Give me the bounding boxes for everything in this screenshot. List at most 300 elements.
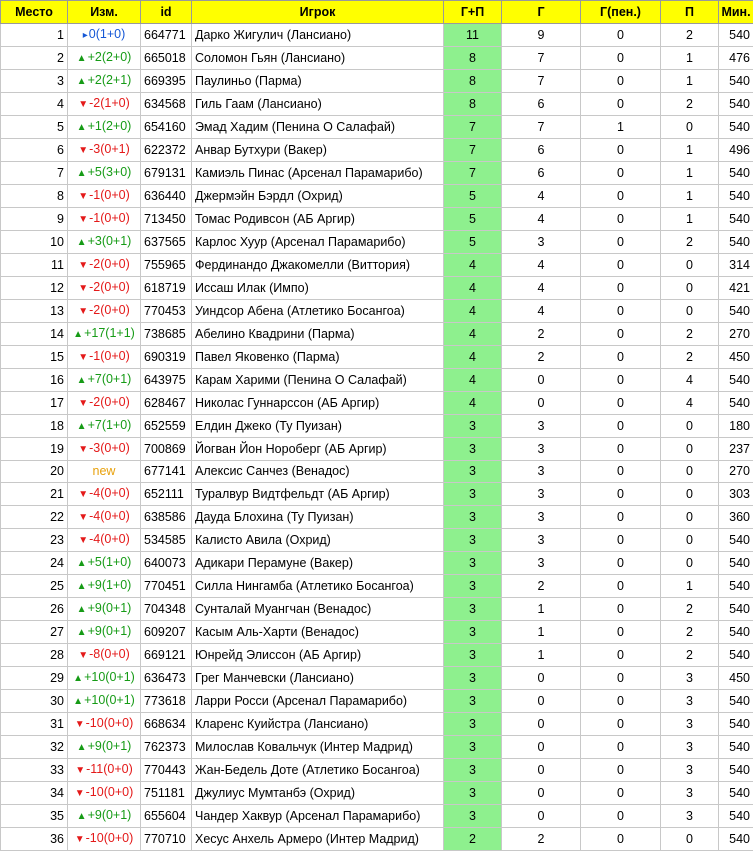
cell-rank[interactable]: 23 xyxy=(1,529,68,552)
cell-goals[interactable]: 4 xyxy=(502,277,581,300)
cell-rank[interactable]: 27 xyxy=(1,621,68,644)
cell-goals[interactable]: 4 xyxy=(502,185,581,208)
cell-player[interactable]: Силла Нингамба (Атлетико Босангоа) xyxy=(192,575,444,598)
cell-goals-assists[interactable]: 4 xyxy=(444,300,502,323)
cell-rank[interactable]: 6 xyxy=(1,139,68,162)
cell-rank[interactable]: 12 xyxy=(1,277,68,300)
cell-id[interactable]: 628467 xyxy=(141,392,192,415)
cell-goals[interactable]: 0 xyxy=(502,805,581,828)
cell-goals[interactable]: 7 xyxy=(502,70,581,93)
cell-goals[interactable]: 0 xyxy=(502,782,581,805)
cell-change[interactable] xyxy=(68,93,141,116)
cell-goals[interactable]: 0 xyxy=(502,690,581,713)
cell-id[interactable]: 704348 xyxy=(141,598,192,621)
cell-goals[interactable]: 9 xyxy=(502,24,581,47)
cell-goals[interactable]: 0 xyxy=(502,736,581,759)
cell-player[interactable]: Юнрейд Элиссон (АБ Аргир) xyxy=(192,644,444,667)
cell-player[interactable]: Карам Харими (Пенина О Салафай) xyxy=(192,369,444,392)
cell-rank[interactable]: 1 xyxy=(1,24,68,47)
cell-change[interactable] xyxy=(68,667,141,690)
cell-goals-assists[interactable]: 2 xyxy=(444,828,502,851)
cell-player[interactable]: Сунталай Муангчан (Венадос) xyxy=(192,598,444,621)
cell-minutes[interactable]: 540 xyxy=(719,185,753,208)
cell-assists[interactable]: 4 xyxy=(661,369,719,392)
cell-assists[interactable]: 3 xyxy=(661,667,719,690)
header-rank[interactable]: Место xyxy=(1,1,68,24)
cell-penalty-goals[interactable]: 0 xyxy=(581,483,661,506)
cell-goals-assists[interactable]: 3 xyxy=(444,506,502,529)
cell-goals[interactable]: 7 xyxy=(502,47,581,70)
cell-goals-assists[interactable]: 8 xyxy=(444,93,502,116)
cell-minutes[interactable]: 540 xyxy=(719,598,753,621)
cell-penalty-goals[interactable]: 0 xyxy=(581,690,661,713)
cell-change[interactable] xyxy=(68,300,141,323)
header-player[interactable]: Игрок xyxy=(192,1,444,24)
cell-player[interactable]: Касым Аль-Харти (Венадос) xyxy=(192,621,444,644)
cell-goals-assists[interactable]: 4 xyxy=(444,254,502,277)
cell-player[interactable]: Эмад Хадим (Пенина О Салафай) xyxy=(192,116,444,139)
header-id[interactable]: id xyxy=(141,1,192,24)
cell-rank[interactable]: 21 xyxy=(1,483,68,506)
cell-id[interactable]: 636473 xyxy=(141,667,192,690)
cell-goals-assists[interactable]: 3 xyxy=(444,575,502,598)
cell-rank[interactable]: 35 xyxy=(1,805,68,828)
cell-player[interactable]: Камиэль Пинас (Арсенал Парамарибо) xyxy=(192,162,444,185)
cell-player[interactable]: Кларенс Куийстра (Лансиано) xyxy=(192,713,444,736)
cell-assists[interactable]: 1 xyxy=(661,70,719,93)
cell-rank[interactable]: 32 xyxy=(1,736,68,759)
cell-goals[interactable]: 2 xyxy=(502,828,581,851)
cell-goals-assists[interactable]: 4 xyxy=(444,323,502,346)
cell-goals-assists[interactable]: 3 xyxy=(444,759,502,782)
cell-assists[interactable]: 0 xyxy=(661,483,719,506)
cell-player[interactable]: Николас Гуннарссон (АБ Аргир) xyxy=(192,392,444,415)
cell-goals-assists[interactable]: 3 xyxy=(444,438,502,461)
cell-assists[interactable]: 3 xyxy=(661,782,719,805)
cell-assists[interactable]: 0 xyxy=(661,461,719,483)
cell-goals[interactable]: 0 xyxy=(502,713,581,736)
cell-goals-assists[interactable]: 5 xyxy=(444,231,502,254)
cell-penalty-goals[interactable]: 0 xyxy=(581,461,661,483)
cell-player[interactable]: Иссаш Илак (Импо) xyxy=(192,277,444,300)
cell-goals[interactable]: 0 xyxy=(502,667,581,690)
cell-assists[interactable]: 2 xyxy=(661,621,719,644)
cell-assists[interactable]: 1 xyxy=(661,139,719,162)
cell-goals[interactable]: 4 xyxy=(502,300,581,323)
cell-player[interactable]: Жан-Бедель Доте (Атлетико Босангоа) xyxy=(192,759,444,782)
cell-assists[interactable]: 3 xyxy=(661,690,719,713)
cell-rank[interactable]: 15 xyxy=(1,346,68,369)
cell-change[interactable] xyxy=(68,736,141,759)
cell-id[interactable]: 609207 xyxy=(141,621,192,644)
cell-assists[interactable]: 3 xyxy=(661,805,719,828)
cell-change[interactable] xyxy=(68,575,141,598)
cell-goals[interactable]: 3 xyxy=(502,231,581,254)
cell-minutes[interactable]: 540 xyxy=(719,759,753,782)
cell-goals-assists[interactable]: 3 xyxy=(444,621,502,644)
cell-penalty-goals[interactable]: 0 xyxy=(581,506,661,529)
cell-minutes[interactable]: 540 xyxy=(719,162,753,185)
cell-goals[interactable]: 3 xyxy=(502,461,581,483)
cell-rank[interactable]: 33 xyxy=(1,759,68,782)
cell-assists[interactable]: 2 xyxy=(661,323,719,346)
cell-change[interactable] xyxy=(68,805,141,828)
cell-penalty-goals[interactable]: 0 xyxy=(581,552,661,575)
cell-change[interactable] xyxy=(68,254,141,277)
cell-goals-assists[interactable]: 3 xyxy=(444,782,502,805)
cell-id[interactable]: 679131 xyxy=(141,162,192,185)
cell-change[interactable] xyxy=(68,483,141,506)
cell-player[interactable]: Джермэйн Бэрдл (Охрид) xyxy=(192,185,444,208)
cell-id[interactable]: 669121 xyxy=(141,644,192,667)
cell-penalty-goals[interactable]: 0 xyxy=(581,598,661,621)
cell-goals-assists[interactable]: 7 xyxy=(444,139,502,162)
cell-goals-assists[interactable]: 3 xyxy=(444,598,502,621)
cell-rank[interactable]: 14 xyxy=(1,323,68,346)
cell-minutes[interactable]: 540 xyxy=(719,70,753,93)
cell-penalty-goals[interactable]: 1 xyxy=(581,116,661,139)
cell-assists[interactable]: 0 xyxy=(661,116,719,139)
cell-penalty-goals[interactable]: 0 xyxy=(581,24,661,47)
cell-player[interactable]: Соломон Гьян (Лансиано) xyxy=(192,47,444,70)
cell-penalty-goals[interactable]: 0 xyxy=(581,277,661,300)
cell-penalty-goals[interactable]: 0 xyxy=(581,759,661,782)
cell-rank[interactable]: 25 xyxy=(1,575,68,598)
cell-id[interactable]: 700869 xyxy=(141,438,192,461)
cell-goals[interactable]: 3 xyxy=(502,415,581,438)
cell-assists[interactable]: 0 xyxy=(661,438,719,461)
cell-goals-assists[interactable]: 3 xyxy=(444,667,502,690)
cell-penalty-goals[interactable]: 0 xyxy=(581,139,661,162)
cell-rank[interactable]: 29 xyxy=(1,667,68,690)
header-goals-assists[interactable]: Г+П xyxy=(444,1,502,24)
cell-change[interactable] xyxy=(68,529,141,552)
cell-minutes[interactable]: 540 xyxy=(719,644,753,667)
cell-penalty-goals[interactable]: 0 xyxy=(581,621,661,644)
cell-change[interactable] xyxy=(68,392,141,415)
header-minutes[interactable]: Мин. xyxy=(719,1,753,24)
cell-penalty-goals[interactable]: 0 xyxy=(581,300,661,323)
cell-assists[interactable]: 1 xyxy=(661,185,719,208)
cell-goals-assists[interactable]: 7 xyxy=(444,162,502,185)
cell-goals-assists[interactable]: 3 xyxy=(444,644,502,667)
header-assists[interactable]: П xyxy=(661,1,719,24)
cell-goals-assists[interactable]: 4 xyxy=(444,346,502,369)
cell-assists[interactable]: 0 xyxy=(661,506,719,529)
cell-change[interactable] xyxy=(68,208,141,231)
cell-id[interactable]: 638586 xyxy=(141,506,192,529)
cell-rank[interactable]: 16 xyxy=(1,369,68,392)
cell-goals[interactable]: 1 xyxy=(502,621,581,644)
cell-goals[interactable]: 0 xyxy=(502,369,581,392)
cell-id[interactable]: 755965 xyxy=(141,254,192,277)
cell-minutes[interactable]: 540 xyxy=(719,621,753,644)
cell-rank[interactable]: 34 xyxy=(1,782,68,805)
cell-assists[interactable]: 3 xyxy=(661,736,719,759)
cell-minutes[interactable]: 540 xyxy=(719,369,753,392)
cell-minutes[interactable]: 540 xyxy=(719,552,753,575)
cell-id[interactable]: 690319 xyxy=(141,346,192,369)
cell-minutes[interactable]: 540 xyxy=(719,392,753,415)
cell-id[interactable]: 770710 xyxy=(141,828,192,851)
cell-id[interactable]: 652111 xyxy=(141,483,192,506)
cell-goals[interactable]: 0 xyxy=(502,392,581,415)
cell-player[interactable]: Чандер Хаквур (Арсенал Парамарибо) xyxy=(192,805,444,828)
cell-rank[interactable]: 28 xyxy=(1,644,68,667)
cell-player[interactable]: Джулиус Мумтанбэ (Охрид) xyxy=(192,782,444,805)
cell-minutes[interactable]: 540 xyxy=(719,300,753,323)
cell-rank[interactable]: 8 xyxy=(1,185,68,208)
cell-minutes[interactable]: 496 xyxy=(719,139,753,162)
cell-player[interactable]: Милослав Ковальчук (Интер Мадрид) xyxy=(192,736,444,759)
cell-goals[interactable]: 1 xyxy=(502,644,581,667)
cell-penalty-goals[interactable]: 0 xyxy=(581,93,661,116)
cell-player[interactable]: Туралвур Видтфельдт (АБ Аргир) xyxy=(192,483,444,506)
cell-goals[interactable]: 6 xyxy=(502,139,581,162)
cell-player[interactable]: Гиль Гаам (Лансиано) xyxy=(192,93,444,116)
cell-id[interactable]: 655604 xyxy=(141,805,192,828)
cell-id[interactable]: 770443 xyxy=(141,759,192,782)
cell-goals-assists[interactable]: 3 xyxy=(444,805,502,828)
cell-id[interactable]: 770453 xyxy=(141,300,192,323)
cell-id[interactable]: 534585 xyxy=(141,529,192,552)
cell-assists[interactable]: 1 xyxy=(661,162,719,185)
cell-penalty-goals[interactable]: 0 xyxy=(581,438,661,461)
cell-goals-assists[interactable]: 4 xyxy=(444,392,502,415)
cell-minutes[interactable]: 450 xyxy=(719,346,753,369)
cell-assists[interactable]: 1 xyxy=(661,47,719,70)
cell-rank[interactable]: 3 xyxy=(1,70,68,93)
cell-penalty-goals[interactable]: 0 xyxy=(581,529,661,552)
cell-goals[interactable]: 2 xyxy=(502,323,581,346)
cell-penalty-goals[interactable]: 0 xyxy=(581,162,661,185)
cell-id[interactable]: 652559 xyxy=(141,415,192,438)
cell-id[interactable]: 738685 xyxy=(141,323,192,346)
cell-player[interactable]: Паулиньо (Парма) xyxy=(192,70,444,93)
cell-rank[interactable]: 19 xyxy=(1,438,68,461)
header-goals[interactable]: Г xyxy=(502,1,581,24)
cell-penalty-goals[interactable]: 0 xyxy=(581,47,661,70)
cell-change[interactable] xyxy=(68,552,141,575)
cell-assists[interactable]: 0 xyxy=(661,415,719,438)
cell-change[interactable] xyxy=(68,782,141,805)
cell-player[interactable]: Хесус Анхель Армеро (Интер Мадрид) xyxy=(192,828,444,851)
cell-goals-assists[interactable]: 3 xyxy=(444,713,502,736)
cell-penalty-goals[interactable]: 0 xyxy=(581,185,661,208)
cell-goals-assists[interactable]: 8 xyxy=(444,70,502,93)
cell-goals[interactable]: 1 xyxy=(502,598,581,621)
cell-rank[interactable]: 5 xyxy=(1,116,68,139)
cell-player[interactable]: Йогван Йон Нороберг (АБ Аргир) xyxy=(192,438,444,461)
header-penalty-goals[interactable]: Г(пен.) xyxy=(581,1,661,24)
cell-change[interactable] xyxy=(68,162,141,185)
cell-player[interactable]: Томас Родивсон (АБ Аргир) xyxy=(192,208,444,231)
cell-penalty-goals[interactable]: 0 xyxy=(581,782,661,805)
cell-id[interactable]: 677141 xyxy=(141,461,192,483)
cell-rank[interactable]: 20 xyxy=(1,461,68,483)
cell-penalty-goals[interactable]: 0 xyxy=(581,415,661,438)
cell-assists[interactable]: 0 xyxy=(661,300,719,323)
cell-penalty-goals[interactable]: 0 xyxy=(581,667,661,690)
cell-minutes[interactable]: 540 xyxy=(719,231,753,254)
cell-change[interactable] xyxy=(68,644,141,667)
cell-assists[interactable]: 0 xyxy=(661,529,719,552)
cell-change[interactable] xyxy=(68,231,141,254)
cell-assists[interactable]: 0 xyxy=(661,277,719,300)
cell-minutes[interactable]: 540 xyxy=(719,782,753,805)
cell-goals[interactable]: 3 xyxy=(502,529,581,552)
cell-minutes[interactable]: 540 xyxy=(719,24,753,47)
cell-rank[interactable]: 10 xyxy=(1,231,68,254)
cell-id[interactable]: 640073 xyxy=(141,552,192,575)
cell-goals-assists[interactable]: 7 xyxy=(444,116,502,139)
cell-minutes[interactable]: 540 xyxy=(719,828,753,851)
cell-minutes[interactable]: 540 xyxy=(719,690,753,713)
cell-assists[interactable]: 2 xyxy=(661,644,719,667)
cell-change[interactable] xyxy=(68,277,141,300)
cell-player[interactable]: Анвар Бутхури (Вакер) xyxy=(192,139,444,162)
cell-goals-assists[interactable]: 8 xyxy=(444,47,502,70)
cell-penalty-goals[interactable]: 0 xyxy=(581,575,661,598)
cell-rank[interactable]: 36 xyxy=(1,828,68,851)
cell-penalty-goals[interactable]: 0 xyxy=(581,828,661,851)
cell-goals-assists[interactable]: 3 xyxy=(444,461,502,483)
cell-player[interactable]: Дауда Блохина (Ту Пуизан) xyxy=(192,506,444,529)
cell-goals-assists[interactable]: 3 xyxy=(444,483,502,506)
cell-minutes[interactable]: 270 xyxy=(719,323,753,346)
cell-id[interactable]: 762373 xyxy=(141,736,192,759)
cell-change[interactable] xyxy=(68,116,141,139)
cell-rank[interactable]: 13 xyxy=(1,300,68,323)
cell-goals[interactable]: 3 xyxy=(502,438,581,461)
cell-goals[interactable]: 3 xyxy=(502,483,581,506)
cell-player[interactable]: Уиндсор Абена (Атлетико Босангоа) xyxy=(192,300,444,323)
cell-change[interactable] xyxy=(68,139,141,162)
cell-rank[interactable]: 4 xyxy=(1,93,68,116)
cell-change[interactable] xyxy=(68,506,141,529)
cell-assists[interactable]: 3 xyxy=(661,713,719,736)
cell-change[interactable] xyxy=(68,438,141,461)
header-change[interactable]: Изм. xyxy=(68,1,141,24)
cell-assists[interactable]: 1 xyxy=(661,575,719,598)
cell-goals-assists[interactable]: 5 xyxy=(444,208,502,231)
cell-goals[interactable]: 3 xyxy=(502,506,581,529)
cell-rank[interactable]: 17 xyxy=(1,392,68,415)
cell-penalty-goals[interactable]: 0 xyxy=(581,713,661,736)
cell-goals[interactable]: 7 xyxy=(502,116,581,139)
cell-minutes[interactable]: 540 xyxy=(719,529,753,552)
cell-minutes[interactable]: 303 xyxy=(719,483,753,506)
cell-change[interactable] xyxy=(68,369,141,392)
cell-assists[interactable]: 2 xyxy=(661,598,719,621)
cell-change[interactable] xyxy=(68,323,141,346)
cell-minutes[interactable]: 540 xyxy=(719,93,753,116)
cell-player[interactable]: Фердинандо Джакомелли (Виттория) xyxy=(192,254,444,277)
cell-change[interactable] xyxy=(68,621,141,644)
cell-id[interactable]: 751181 xyxy=(141,782,192,805)
cell-rank[interactable]: 11 xyxy=(1,254,68,277)
cell-change[interactable] xyxy=(68,828,141,851)
cell-id[interactable]: 669395 xyxy=(141,70,192,93)
cell-minutes[interactable]: 540 xyxy=(719,713,753,736)
cell-player[interactable]: Грег Манчевски (Лансиано) xyxy=(192,667,444,690)
cell-goals[interactable]: 6 xyxy=(502,93,581,116)
cell-goals[interactable]: 0 xyxy=(502,759,581,782)
cell-id[interactable]: 713450 xyxy=(141,208,192,231)
cell-goals[interactable]: 2 xyxy=(502,575,581,598)
cell-penalty-goals[interactable]: 0 xyxy=(581,70,661,93)
cell-minutes[interactable]: 540 xyxy=(719,805,753,828)
cell-minutes[interactable]: 180 xyxy=(719,415,753,438)
cell-change[interactable] xyxy=(68,415,141,438)
cell-assists[interactable]: 4 xyxy=(661,392,719,415)
cell-change[interactable] xyxy=(68,346,141,369)
cell-id[interactable]: 665018 xyxy=(141,47,192,70)
cell-goals-assists[interactable]: 4 xyxy=(444,277,502,300)
cell-rank[interactable]: 7 xyxy=(1,162,68,185)
cell-assists[interactable]: 2 xyxy=(661,346,719,369)
cell-change[interactable] xyxy=(68,70,141,93)
cell-minutes[interactable]: 314 xyxy=(719,254,753,277)
cell-id[interactable]: 634568 xyxy=(141,93,192,116)
cell-minutes[interactable]: 476 xyxy=(719,47,753,70)
cell-id[interactable]: 654160 xyxy=(141,116,192,139)
cell-change[interactable] xyxy=(68,461,141,483)
cell-minutes[interactable]: 450 xyxy=(719,667,753,690)
cell-minutes[interactable]: 270 xyxy=(719,461,753,483)
cell-player[interactable]: Алексис Санчез (Венадос) xyxy=(192,461,444,483)
cell-assists[interactable]: 0 xyxy=(661,254,719,277)
cell-assists[interactable]: 0 xyxy=(661,552,719,575)
cell-change[interactable] xyxy=(68,47,141,70)
cell-minutes[interactable]: 540 xyxy=(719,208,753,231)
cell-player[interactable]: Калисто Авила (Охрид) xyxy=(192,529,444,552)
cell-penalty-goals[interactable]: 0 xyxy=(581,644,661,667)
cell-player[interactable]: Павел Яковенко (Парма) xyxy=(192,346,444,369)
cell-assists[interactable]: 2 xyxy=(661,93,719,116)
cell-assists[interactable]: 3 xyxy=(661,759,719,782)
cell-goals-assists[interactable]: 11 xyxy=(444,24,502,47)
cell-goals-assists[interactable]: 3 xyxy=(444,529,502,552)
cell-penalty-goals[interactable]: 0 xyxy=(581,805,661,828)
cell-goals-assists[interactable]: 5 xyxy=(444,185,502,208)
cell-id[interactable]: 636440 xyxy=(141,185,192,208)
cell-penalty-goals[interactable]: 0 xyxy=(581,392,661,415)
cell-player[interactable]: Дарко Жигулич (Лансиано) xyxy=(192,24,444,47)
cell-rank[interactable]: 18 xyxy=(1,415,68,438)
cell-penalty-goals[interactable]: 0 xyxy=(581,323,661,346)
cell-rank[interactable]: 24 xyxy=(1,552,68,575)
cell-id[interactable]: 773618 xyxy=(141,690,192,713)
cell-assists[interactable]: 2 xyxy=(661,231,719,254)
cell-goals[interactable]: 3 xyxy=(502,552,581,575)
cell-id[interactable]: 622372 xyxy=(141,139,192,162)
cell-player[interactable]: Карлос Хуур (Арсенал Парамарибо) xyxy=(192,231,444,254)
cell-change[interactable] xyxy=(68,690,141,713)
cell-assists[interactable]: 1 xyxy=(661,208,719,231)
cell-goals[interactable]: 4 xyxy=(502,254,581,277)
cell-penalty-goals[interactable]: 0 xyxy=(581,736,661,759)
cell-player[interactable]: Елдин Джеко (Ту Пуизан) xyxy=(192,415,444,438)
cell-goals[interactable]: 4 xyxy=(502,208,581,231)
cell-goals-assists[interactable]: 3 xyxy=(444,690,502,713)
cell-rank[interactable]: 9 xyxy=(1,208,68,231)
cell-rank[interactable]: 31 xyxy=(1,713,68,736)
cell-penalty-goals[interactable]: 0 xyxy=(581,208,661,231)
cell-player[interactable]: Ларри Росси (Арсенал Парамарибо) xyxy=(192,690,444,713)
cell-minutes[interactable]: 540 xyxy=(719,575,753,598)
cell-rank[interactable]: 2 xyxy=(1,47,68,70)
